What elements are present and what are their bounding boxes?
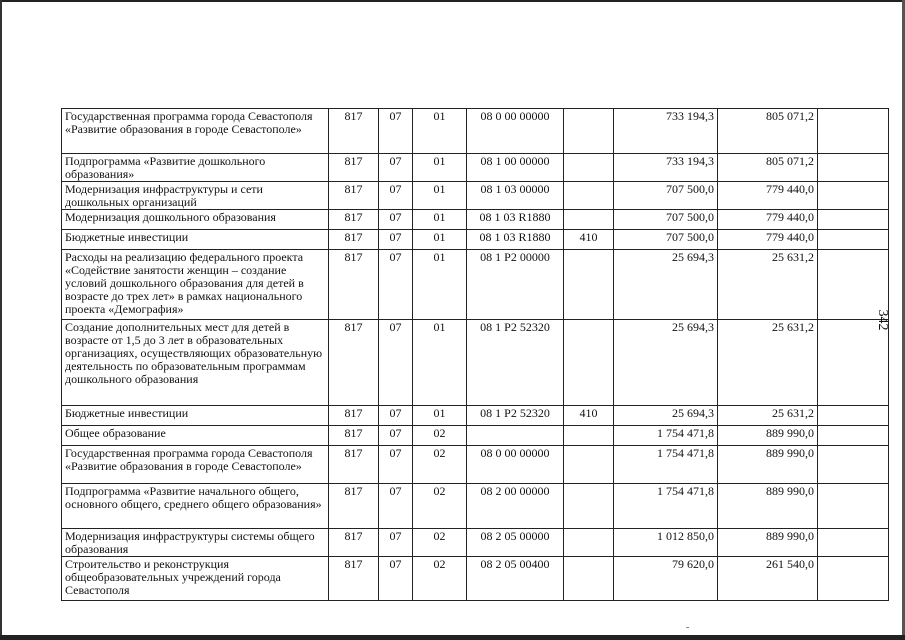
row-expense-type [564, 484, 614, 529]
row-expense-type [564, 210, 614, 230]
row-section: 07 [379, 406, 413, 426]
table-row [62, 109, 889, 154]
row-amount-1: 733 194,3 [614, 154, 718, 182]
row-expense-type [564, 557, 614, 601]
row-name: Общее образование [62, 426, 329, 446]
row-amount-1: 25 694,3 [614, 320, 718, 406]
row-name: Модернизация инфраструктуры и сети дошкольных организаций [62, 182, 329, 210]
row-subsection: 02 [413, 557, 467, 601]
row-section: 07 [379, 484, 413, 529]
row-subsection: 01 [413, 406, 467, 426]
table-row [62, 529, 889, 557]
row-target-code: 08 2 05 00400 [467, 557, 564, 601]
row-subsection: 02 [413, 446, 467, 484]
scan-border-bottom [0, 635, 905, 640]
row-expense-type [564, 529, 614, 557]
row-code: 817 [329, 250, 379, 320]
row-expense-type [564, 109, 614, 154]
table-row [62, 210, 889, 230]
row-code: 817 [329, 210, 379, 230]
row-amount-2: 779 440,0 [718, 210, 818, 230]
table-row [62, 250, 889, 320]
row-amount-1: 707 500,0 [614, 182, 718, 210]
row-empty-cell [818, 109, 889, 154]
row-expense-type [564, 250, 614, 320]
row-amount-2: 889 990,0 [718, 426, 818, 446]
row-name: Бюджетные инвестиции [62, 406, 329, 426]
row-section: 07 [379, 230, 413, 250]
row-code: 817 [329, 109, 379, 154]
row-empty-cell [818, 230, 889, 250]
row-code: 817 [329, 557, 379, 601]
row-amount-2: 889 990,0 [718, 484, 818, 529]
row-code: 817 [329, 446, 379, 484]
row-amount-2: 805 071,2 [718, 154, 818, 182]
row-code: 817 [329, 406, 379, 426]
row-expense-type: 410 [564, 406, 614, 426]
row-subsection: 01 [413, 154, 467, 182]
row-name: Государственная программа города Севастополя «Развитие образования в городе Севастополе» [62, 446, 329, 484]
row-amount-2: 25 631,2 [718, 320, 818, 406]
row-section: 07 [379, 154, 413, 182]
row-empty-cell [818, 426, 889, 446]
row-expense-type [564, 426, 614, 446]
row-section: 07 [379, 529, 413, 557]
row-empty-cell [818, 210, 889, 230]
row-amount-2: 25 631,2 [718, 250, 818, 320]
row-amount-2: 779 440,0 [718, 182, 818, 210]
row-target-code: 08 2 00 00000 [467, 484, 564, 529]
row-amount-1: 1 754 471,8 [614, 426, 718, 446]
row-expense-type [564, 154, 614, 182]
row-amount-2: 889 990,0 [718, 446, 818, 484]
row-name: Подпрограмма «Развитие начального общего, основного общего, среднего общего образования» [62, 484, 329, 529]
row-name: Создание дополнительных мест для детей в возрасте от 1,5 до 3 лет в образовательных организациях, осуществляющих образовательную деятельность по образовательным программам дошкольного образования [62, 320, 329, 406]
budget-table-body [62, 109, 889, 601]
row-subsection: 02 [413, 529, 467, 557]
row-target-code: 08 1 00 00000 [467, 154, 564, 182]
row-code: 817 [329, 484, 379, 529]
row-amount-1: 733 194,3 [614, 109, 718, 154]
row-code: 817 [329, 230, 379, 250]
row-target-code: 08 1 P2 52320 [467, 406, 564, 426]
row-name: Модернизация дошкольного образования [62, 210, 329, 230]
row-target-code: 08 1 P2 00000 [467, 250, 564, 320]
row-expense-type [564, 446, 614, 484]
table-row [62, 406, 889, 426]
row-empty-cell [818, 182, 889, 210]
row-target-code: 08 1 03 R1880 [467, 230, 564, 250]
scan-border-left [0, 0, 2, 640]
row-section: 07 [379, 250, 413, 320]
row-empty-cell [818, 484, 889, 529]
row-section: 07 [379, 557, 413, 601]
row-amount-1: 25 694,3 [614, 250, 718, 320]
row-code: 817 [329, 320, 379, 406]
row-subsection: 02 [413, 426, 467, 446]
table-row [62, 230, 889, 250]
budget-table [61, 108, 889, 601]
row-amount-1: 25 694,3 [614, 406, 718, 426]
row-section: 07 [379, 446, 413, 484]
row-subsection: 01 [413, 109, 467, 154]
row-target-code: 08 1 03 R1880 [467, 210, 564, 230]
row-target-code: 08 0 00 00000 [467, 446, 564, 484]
row-target-code: 08 0 00 00000 [467, 109, 564, 154]
page-number: 342 [875, 309, 890, 331]
row-amount-2: 261 540,0 [718, 557, 818, 601]
row-subsection: 01 [413, 210, 467, 230]
table-row [62, 182, 889, 210]
row-amount-2: 889 990,0 [718, 529, 818, 557]
row-amount-2: 779 440,0 [718, 230, 818, 250]
row-name: Подпрограмма «Развитие дошкольного образования» [62, 154, 329, 182]
table-row [62, 557, 889, 601]
row-subsection: 01 [413, 230, 467, 250]
row-section: 07 [379, 320, 413, 406]
row-empty-cell [818, 446, 889, 484]
row-subsection: 01 [413, 250, 467, 320]
row-code: 817 [329, 529, 379, 557]
row-name: Государственная программа города Севастополя «Развитие образования в городе Севастополе» [62, 109, 329, 154]
row-amount-1: 707 500,0 [614, 230, 718, 250]
table-row [62, 484, 889, 529]
row-amount-2: 25 631,2 [718, 406, 818, 426]
row-amount-2: 805 071,2 [718, 109, 818, 154]
row-section: 07 [379, 210, 413, 230]
row-target-code: 08 2 05 00000 [467, 529, 564, 557]
row-empty-cell [818, 406, 889, 426]
row-amount-1: 1 012 850,0 [614, 529, 718, 557]
row-expense-type [564, 320, 614, 406]
table-row [62, 154, 889, 182]
row-amount-1: 1 754 471,8 [614, 484, 718, 529]
row-target-code [467, 426, 564, 446]
row-amount-1: 79 620,0 [614, 557, 718, 601]
row-name: Бюджетные инвестиции [62, 230, 329, 250]
row-empty-cell [818, 529, 889, 557]
table-row [62, 320, 889, 406]
row-section: 07 [379, 182, 413, 210]
row-subsection: 01 [413, 320, 467, 406]
row-expense-type: 410 [564, 230, 614, 250]
row-section: 07 [379, 426, 413, 446]
row-code: 817 [329, 426, 379, 446]
row-name: Строительство и реконструкция общеобразовательных учреждений города Севастополя [62, 557, 329, 601]
row-name: Расходы на реализацию федерального проекта «Содействие занятости женщин – создание условий дошкольного образования для детей в возрасте до трех лет» в рамках национального проекта «Демография» [62, 250, 329, 320]
row-code: 817 [329, 182, 379, 210]
scan-border-top [0, 0, 905, 2]
row-empty-cell [818, 557, 889, 601]
row-amount-1: 1 754 471,8 [614, 446, 718, 484]
row-subsection: 01 [413, 182, 467, 210]
row-subsection: 02 [413, 484, 467, 529]
row-target-code: 08 1 P2 52320 [467, 320, 564, 406]
row-target-code: 08 1 03 00000 [467, 182, 564, 210]
row-expense-type [564, 182, 614, 210]
row-name: Модернизация инфраструктуры системы общего образования [62, 529, 329, 557]
row-code: 817 [329, 154, 379, 182]
table-row [62, 446, 889, 484]
table-row [62, 426, 889, 446]
scan-artifact [686, 627, 689, 628]
row-section: 07 [379, 109, 413, 154]
row-amount-1: 707 500,0 [614, 210, 718, 230]
row-empty-cell [818, 154, 889, 182]
